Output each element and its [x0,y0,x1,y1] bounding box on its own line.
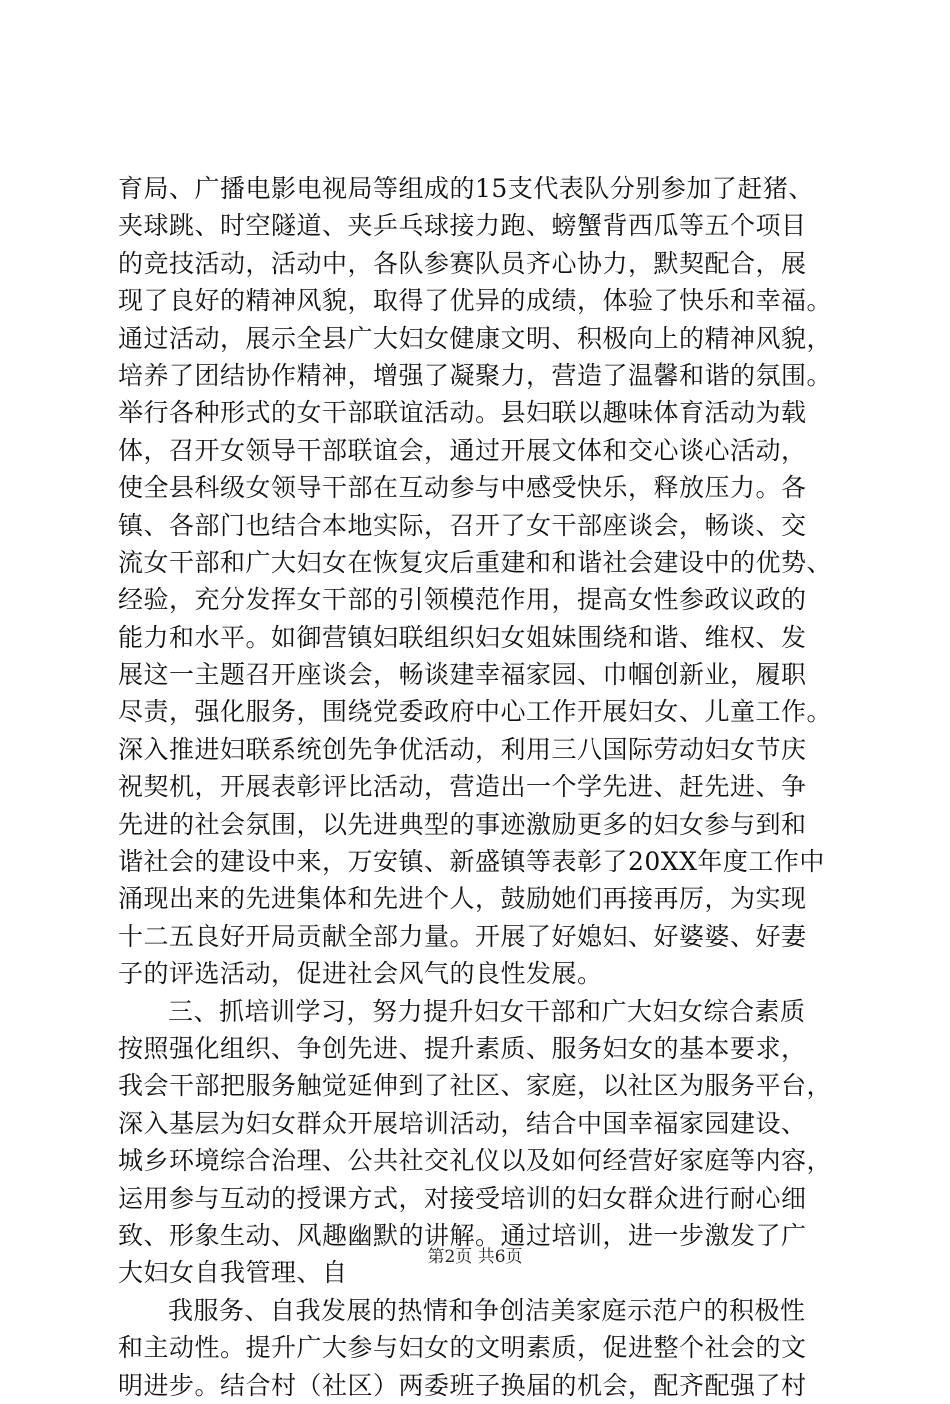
document-body [118,170,838,1404]
text-line: 致、形象生动、风趣幽默的讲解。通过培训，进一步激发了广 [118,1220,807,1250]
text-line: 深入基层为妇女群众开展培训活动，结合中国幸福家园建设、 [118,1108,807,1138]
text-line: 使全县科级女领导干部在互动参与中感受快乐，释放压力。各 [118,473,807,503]
text-line: 展这一主题召开座谈会，畅谈建幸福家园、巾帼创新业，履职 [118,660,807,690]
text-line: 尽责，强化服务，围绕党委政府中心工作开展妇女、儿童工作。 [118,697,833,727]
text-line: 经验，充分发挥女干部的引领模范作用，提高女性参政议政的 [118,585,807,615]
text-line: 按照强化组织、争创先进、提升素质、服务妇女的基本要求， [118,1033,807,1063]
text-line: 十二五良好开局贡献全部力量。开展了好媳妇、好婆婆、好妻 [118,921,807,951]
text-line: 深入推进妇联系统创先争优活动，利用三八国际劳动妇女节庆 [118,734,807,764]
text-line: 先进的社会氛围，以先进典型的事迹激励更多的妇女参与到和 [118,809,807,839]
text-line: 和主动性。提升广大参与妇女的文明素质，促进整个社会的文 [118,1333,807,1363]
text-line: 体，召开女领导干部联谊会，通过开展文体和交心谈心活动， [118,435,807,465]
page-number-footer: 第2页 共6页 [427,1247,523,1267]
text-line: 明进步。结合村（社区）两委班子换届的机会，配齐配强了村 [118,1370,807,1400]
text-line: 能力和水平。如御营镇妇联组织妇女姐妹围绕和谐、维权、发 [118,622,807,652]
text-line: 祝契机，开展表彰评比活动，营造出一个学先进、赶先进、争 [118,772,807,802]
text-line: 现了良好的精神风貌，取得了优异的成绩，体验了快乐和幸福。 [118,286,833,316]
text-line: 大妇女自我管理、自 [118,1258,348,1288]
text-line: 我会干部把服务触觉延伸到了社区、家庭，以社区为服务平台， [118,1071,833,1101]
text-line: 的竞技活动，活动中，各队参赛队员齐心协力，默契配合，展 [118,248,807,278]
text-line: 城乡环境综合治理、公共社交礼仪以及如何经营好家庭等内容， [118,1146,833,1176]
text-line: 举行各种形式的女干部联谊活动。县妇联以趣味体育活动为载 [118,398,807,428]
section-heading: 三、抓培训学习，努力提升妇女干部和广大妇女综合素质 [168,996,806,1026]
text-line: 育局、广播电影电视局等组成的15支代表队分别参加了赶猪、 [118,174,814,203]
text-line: 子的评选活动，促进社会风气的良性发展。 [118,959,603,989]
text-line: 通过活动，展示全县广大妇女健康文明、积极向上的精神风貌， [118,323,833,353]
text-line: 培养了团结协作精神，增强了凝聚力，营造了温馨和谐的氛围。 [118,360,833,390]
text-line: 运用参与互动的授课方式，对接受培训的妇女群众进行耐心细 [118,1183,807,1213]
paragraph-start-line: 我服务、自我发展的热情和争创洁美家庭示范户的积极性 [168,1295,806,1325]
text-line: 谐社会的建设中来，万安镇、新盛镇等表彰了20XX年度工作中 [118,847,825,877]
text-line: 镇、各部门也结合本地实际，召开了女干部座谈会，畅谈、交 [118,510,807,540]
text-line: 夹球跳、时空隧道、夹乒乓球接力跑、螃蟹背西瓜等五个项目 [118,211,807,241]
text-line: 流女干部和广大妇女在恢复灾后重建和和谐社会建设中的优势、 [118,547,833,577]
text-line: 涌现出来的先进集体和先进个人，鼓励她们再接再厉，为实现 [118,884,807,914]
